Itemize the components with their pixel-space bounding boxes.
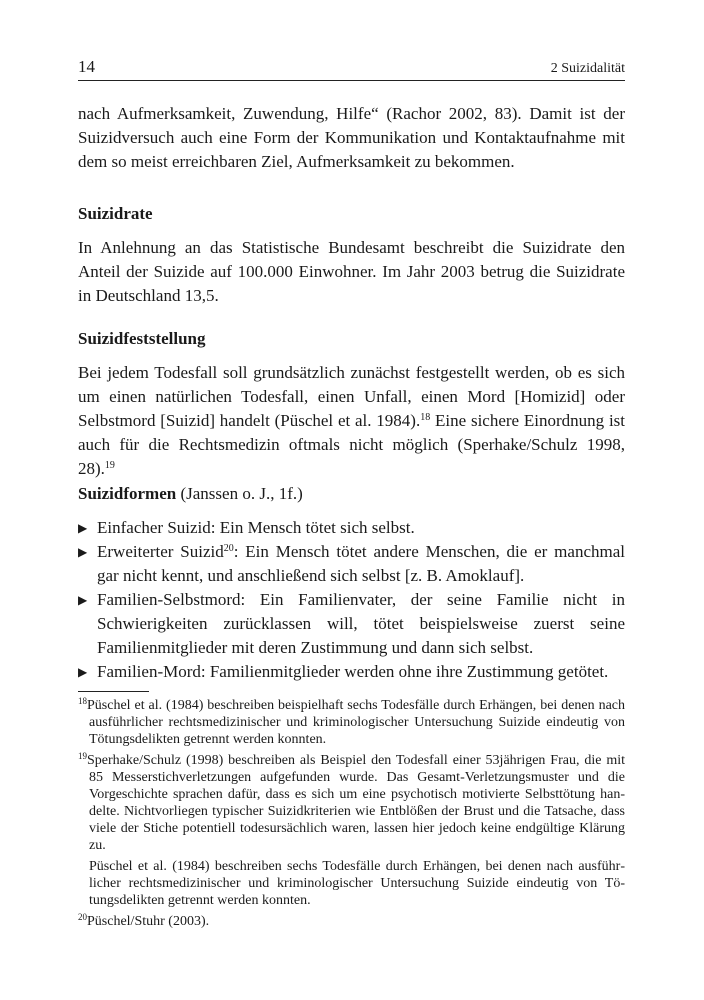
chapter-title: 2 Suizidalität [550, 61, 625, 76]
page-number: 14 [78, 57, 95, 76]
footnotes [78, 697, 625, 934]
footnote-text: Sperhake/Schulz (1998) beschreiben als Beispiel den Todesfall einer 53jährigen Frau, die mit 85 Messerstichverletzungen aufgefunden wurde. Das Gesamt-Verletzungsmuster und die Vorgeschichte sprachen dafür, dass es sich um eine psychotisch motivierte Selbsttötung handelte. Nichtvorliegen typischer Suizidkriterien wie Entblößen der Brust und die Tatsache, dass viele der Stiche potentiell todesursächlich waren, lassen hier jedoch keine endgültige Klärung zu. [87, 753, 625, 853]
suizidrate-heading: Suizidrate [78, 204, 153, 223]
intro-paragraph: nach Aufmerksamkeit, Zuwendung, Hilfe“ (Rachor 2002, 83). Damit ist der Suizidversuch auch eine Form der Kommunikation und Kontaktaufnahme mit dem so meist erreichbaren Ziel, Aufmerksamkeit zu bekommen. [78, 104, 625, 171]
footnote-20 [78, 913, 625, 930]
feststellung-text-a: Bei jedem Todesfall soll grundsätzlich zunächst festgestellt werden, ob es sich um einen natürlichen Todesfall, einen Unfall, einen Mord [Homizid] oder Selbstmord [Suizid] handelt (Püschel et al. 1984). [78, 363, 625, 430]
list-item-text: Familien-Selbstmord: Ein Familienvater, der seine Familie nicht in Schwierigkeiten zurücklassen will, tötet beispielsweise zuerst seine Familienmitglieder mit deren Zustimmung und dann sich selbst. [97, 590, 625, 657]
list-item-text: Einfacher Suizid: Ein Mensch tötet sich selbst. [97, 518, 415, 537]
list-item [78, 516, 625, 540]
list-item-text: Familien-Mord: Familienmitglieder werden ohne ihre Zustimmung getötet. [97, 662, 609, 681]
feststellung-section [78, 327, 625, 481]
footnote-number: 19 [78, 751, 87, 761]
footnote-ref-18[interactable]: 18 [420, 412, 431, 423]
footnote-number: 20 [78, 912, 87, 922]
footnote-18 [78, 697, 625, 748]
running-head [78, 57, 625, 77]
formen-section [78, 482, 625, 684]
formen-heading [78, 482, 625, 506]
feststellung-heading: Suizidfeststellung [78, 329, 206, 348]
formen-heading-label: Suizidformen [78, 484, 177, 503]
intro-section [78, 102, 625, 174]
formen-heading-source: (Janssen o. J., 1f.) [176, 484, 303, 503]
list-item-text-b: : Ein Mensch tötet andere Menschen, die er manchmal gar nicht kennt, und anschließend sich selbst [z. B. Amoklauf]. [97, 542, 625, 585]
footnote-ref-19[interactable]: 19 [104, 460, 115, 471]
bullet-arrow-icon: ▶ [78, 545, 88, 559]
footnote-19 [78, 752, 625, 854]
list-item [78, 540, 625, 588]
feststellung-text-b: Eine sichere Einordnung ist auch für die Rechtsmedizin oftmals nicht möglich (Sperhake/Schulz 1998, 28). [78, 411, 626, 478]
suizidrate-section [78, 202, 625, 308]
footnote-text: Püschel et al. (1984) beschreiben beispielhaft sechs Todesfälle durch Erhängen, bei denen nach ausführlicher rechtsmedizinischer und kriminologischer Untersuchung Suizide eindeutig von Tötungsdelikten getrennt werden konnten. [87, 698, 625, 747]
feststellung-paragraph [78, 361, 625, 481]
formen-list [78, 516, 625, 684]
footnote-ref-20[interactable]: 20 [223, 543, 234, 554]
suizidrate-paragraph: In Anlehnung an das Statistische Bundesamt beschreibt die Suizidrate den Anteil der Suizide auf 100.000 Einwohner. Im Jahr 2003 betrug die Suizidrate in Deutschland 13,5. [78, 238, 625, 305]
bullet-arrow-icon: ▶ [78, 665, 88, 679]
list-item [78, 660, 625, 684]
footnote-rule [78, 691, 149, 692]
list-item [78, 588, 625, 660]
list-item-text-a: Erweiterter Suizid [97, 542, 224, 561]
bullet-arrow-icon: ▶ [78, 521, 88, 535]
bullet-arrow-icon: ▶ [78, 593, 88, 607]
header-rule [78, 80, 625, 81]
footnote-number: 18 [78, 696, 87, 706]
footnote-text: Püschel/Stuhr (2003). [87, 914, 210, 929]
footnote-19-continued: Püschel et al. (1984) beschreiben sechs Todesfälle durch Erhängen, bei denen nach ausführlicher rechtsmedizinischer und kriminologischer Untersuchung Suizide eindeutig von Tötungsdelikten getrennt werden konnten. [89, 859, 625, 908]
